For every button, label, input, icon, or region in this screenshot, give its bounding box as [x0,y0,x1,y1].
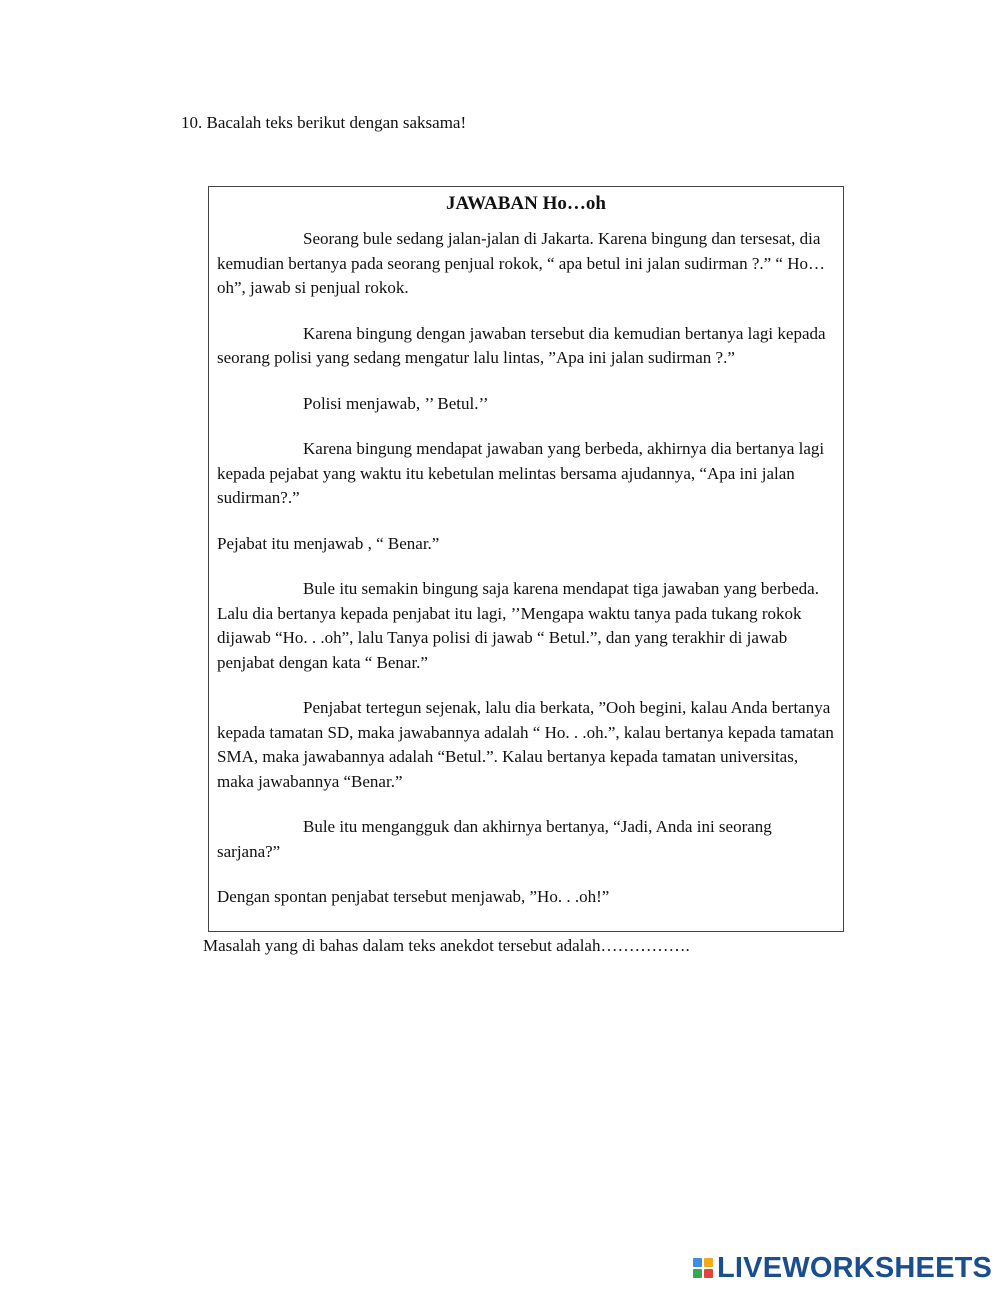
logo-wordmark: LIVEWORKSHEETS [717,1252,993,1284]
logo-tile [704,1258,713,1267]
story-paragraph: Karena bingung dengan jawaban tersebut dia kemudian bertanya lagi kepada seorang polisi yang sedang mengatur lalu lintas, ”Apa ini jalan sudirman ?.” [217,323,826,367]
story-paragraph: Karena bingung mendapat jawaban yang berbeda, akhirnya dia bertanya lagi kepada pejabat yang waktu itu kebetulan melintas bersama ajudannya, “Apa ini jalan sudirman?.” [217,439,825,507]
question-prompt: Masalah yang di bahas dalam teks anekdot tersebut adalah……………. [203,936,690,955]
logo-tile [693,1258,702,1267]
story-paragraph: Seorang bule sedang jalan-jalan di Jakarta. Karena bingung dan tersesat, dia kemudian bertanya pada seorang penjual rokok, “ apa betul ini jalan sudirman ?.” “ Ho… oh”, jawab si penjual rokok. [217,229,826,297]
story-title: JAWABAN Ho…oh [446,193,606,214]
story-paragraph: Bule itu mengangguk dan akhirnya bertanya, “Jadi, Anda ini seorang sarjana?” [217,817,772,861]
story-paragraph: Penjabat tertegun sejenak, lalu dia berkata, ”Ooh begini, kalau Anda bertanya kepada tamatan SD, maka jawabannya adalah “ Ho. . .oh.”, kalau bertanya kepada tamatan SMA, maka jawabannya adalah “Betul.”. Kalau bertanya kepada tamatan universitas, maka jawabannya “Benar.” [217,698,834,791]
story-paragraph: Pejabat itu menjawab , “ Benar.” [217,533,440,553]
story-paragraph: Polisi menjawab, ’’ Betul.’’ [303,393,489,413]
story-paragraph: Bule itu semakin bingung saja karena mendapat tiga jawaban yang berbeda. Lalu dia bertanya kepada penjabat itu lagi, ’’Mengapa waktu tanya pada tukang rokok dijawab “Ho. . .oh”, lalu Tanya polisi di jawab “ Betul.”, dan yang terakhir di jawab penjabat dengan kata “ Benar.” [217,579,819,672]
logo-tile [704,1269,713,1278]
story-box [208,186,844,932]
logo-tiles-icon [693,1258,713,1278]
logo-tile [693,1269,702,1278]
question-heading: 10. Bacalah teks berikut dengan saksama! [181,113,467,132]
story-paragraph: Dengan spontan penjabat tersebut menjawab, ”Ho. . .oh!” [217,887,610,906]
liveworksheets-logo [693,1252,992,1284]
